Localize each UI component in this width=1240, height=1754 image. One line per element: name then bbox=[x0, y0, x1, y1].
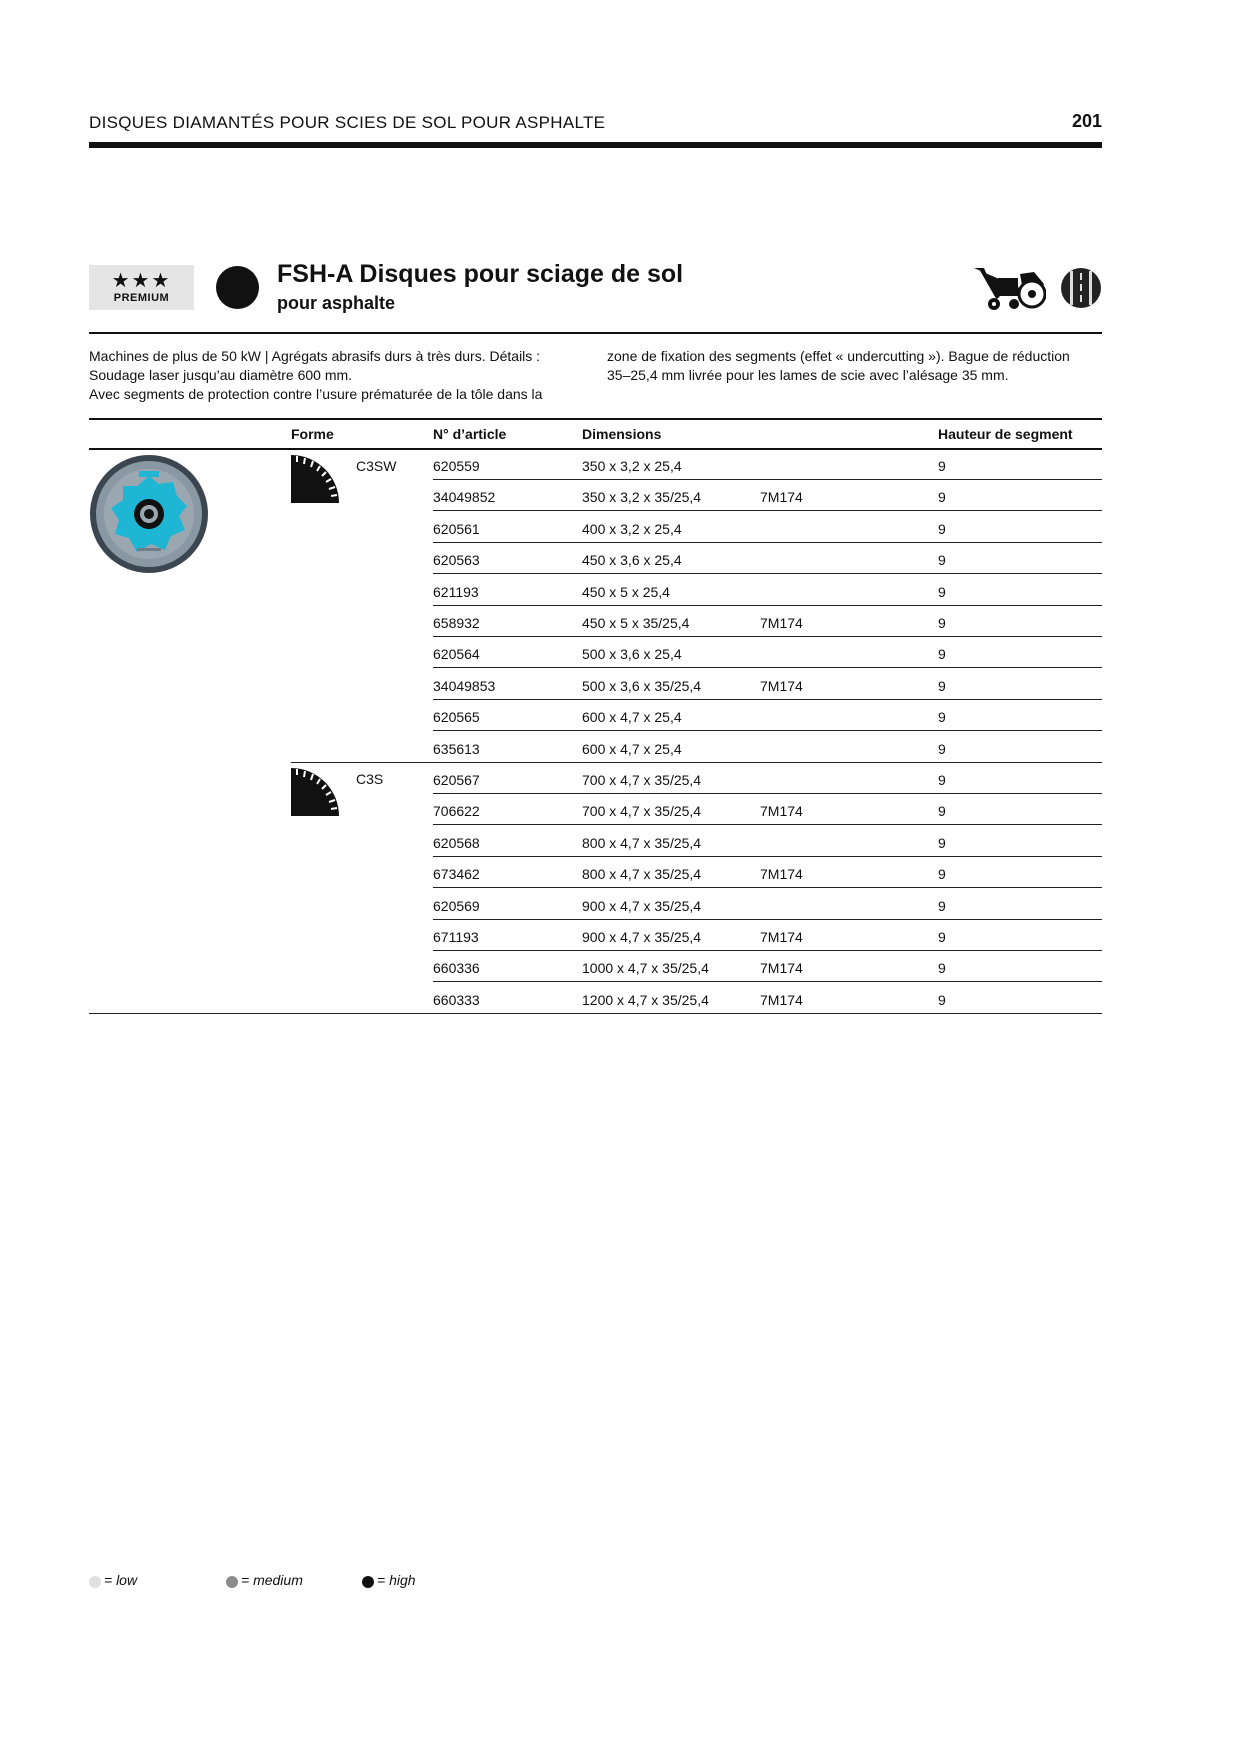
segment-height: 9 bbox=[938, 929, 946, 945]
article-number: 620563 bbox=[433, 552, 480, 568]
segment-shape-c3s-icon bbox=[291, 768, 339, 816]
segment-height: 9 bbox=[938, 835, 946, 851]
segment-height: 9 bbox=[938, 898, 946, 914]
article-number: 671193 bbox=[433, 929, 479, 945]
article-number: 660333 bbox=[433, 992, 480, 1008]
description-right bbox=[607, 347, 1102, 385]
row-divider bbox=[433, 667, 1102, 668]
article-number: 635613 bbox=[433, 741, 480, 757]
article-number: 706622 bbox=[433, 803, 480, 819]
row-divider bbox=[433, 605, 1102, 606]
row-divider bbox=[433, 919, 1102, 920]
forme-code: C3SW bbox=[356, 458, 397, 474]
article-number: 620567 bbox=[433, 772, 480, 788]
segment-height: 9 bbox=[938, 552, 946, 568]
product-subtitle: pour asphalte bbox=[277, 293, 396, 313]
row-divider bbox=[433, 542, 1102, 543]
asphalt-road-icon bbox=[1060, 267, 1102, 309]
premium-stars: ★★★ bbox=[111, 270, 172, 292]
article-number: 673462 bbox=[433, 866, 480, 882]
adapter-code: 7M174 bbox=[760, 489, 803, 505]
diamond-blade-image bbox=[89, 454, 209, 574]
segment-height: 9 bbox=[938, 458, 946, 474]
article-number: 34049853 bbox=[433, 678, 496, 694]
segment-height: 9 bbox=[938, 521, 946, 537]
adapter-code: 7M174 bbox=[760, 960, 803, 976]
article-number: 658932 bbox=[433, 615, 480, 631]
group-divider bbox=[291, 762, 433, 763]
row-divider bbox=[433, 856, 1102, 857]
dimensions: 1000 x 4,7 x 35/25,4 bbox=[582, 960, 709, 976]
legend-medium-label: = medium bbox=[241, 1572, 303, 1588]
header-divider bbox=[89, 142, 1102, 148]
segment-height: 9 bbox=[938, 803, 946, 819]
article-number: 620565 bbox=[433, 709, 480, 725]
segment-height: 9 bbox=[938, 992, 946, 1008]
description-line: Soudage laser jusqu’au diamètre 600 mm. bbox=[89, 367, 353, 383]
heading-divider bbox=[89, 332, 1102, 334]
segment-height: 9 bbox=[938, 741, 946, 757]
legend-low-dot-icon bbox=[89, 1576, 101, 1588]
dimensions: 350 x 3,2 x 25,4 bbox=[582, 458, 682, 474]
article-number: 620569 bbox=[433, 898, 480, 914]
column-header-forme: Forme bbox=[291, 426, 334, 442]
adapter-code: 7M174 bbox=[760, 929, 803, 945]
segment-height: 9 bbox=[938, 678, 946, 694]
page-number: 201 bbox=[1071, 111, 1102, 131]
table-bottom-rule bbox=[89, 1013, 1102, 1014]
row-divider bbox=[433, 981, 1102, 982]
segment-height: 9 bbox=[938, 866, 946, 882]
premium-badge bbox=[89, 265, 194, 310]
column-header-article: N° d’article bbox=[433, 426, 507, 442]
page-header-title: DISQUES DIAMANTÉS POUR SCIES DE SOL POUR ASPHALTE bbox=[89, 113, 606, 132]
segment-height: 9 bbox=[938, 709, 946, 725]
segment-height: 9 bbox=[938, 489, 946, 505]
row-divider bbox=[433, 573, 1102, 574]
row-divider bbox=[433, 824, 1102, 825]
adapter-code: 7M174 bbox=[760, 678, 803, 694]
dimensions: 450 x 5 x 25,4 bbox=[582, 584, 670, 600]
article-number: 34049852 bbox=[433, 489, 496, 505]
dimensions: 450 x 5 x 35/25,4 bbox=[582, 615, 690, 631]
column-header-dimensions: Dimensions bbox=[582, 426, 662, 442]
dimensions: 350 x 3,2 x 35/25,4 bbox=[582, 489, 702, 505]
legend-low-label: = low bbox=[104, 1572, 138, 1588]
dimensions: 900 x 4,7 x 35/25,4 bbox=[582, 929, 702, 945]
column-header-segment-height: Hauteur de segment bbox=[938, 426, 1073, 442]
article-number: 660336 bbox=[433, 960, 480, 976]
adapter-code: 7M174 bbox=[760, 615, 803, 631]
row-divider bbox=[433, 950, 1102, 951]
legend-medium-dot-icon bbox=[226, 1576, 238, 1588]
segment-height: 9 bbox=[938, 584, 946, 600]
forme-code: C3S bbox=[356, 771, 384, 787]
description-line: 35–25,4 mm livrée pour les lames de scie avec l’alésage 35 mm. bbox=[607, 367, 1009, 383]
article-number: 620564 bbox=[433, 646, 480, 662]
table-header-rule bbox=[89, 448, 1102, 450]
dimensions: 700 x 4,7 x 35/25,4 bbox=[582, 772, 702, 788]
row-divider bbox=[433, 887, 1102, 888]
row-divider bbox=[433, 510, 1102, 511]
rating-high-dot-icon bbox=[216, 266, 259, 309]
floor-saw-machine-icon bbox=[972, 262, 1046, 312]
dimensions: 600 x 4,7 x 25,4 bbox=[582, 709, 682, 725]
legend-high-label: = high bbox=[377, 1572, 416, 1588]
premium-label: PREMIUM bbox=[113, 292, 170, 304]
dimensions: 500 x 3,6 x 25,4 bbox=[582, 646, 682, 662]
dimensions: 900 x 4,7 x 35/25,4 bbox=[582, 898, 702, 914]
adapter-code: 7M174 bbox=[760, 992, 803, 1008]
segment-height: 9 bbox=[938, 646, 946, 662]
segment-height: 9 bbox=[938, 960, 946, 976]
description-line: zone de fixation des segments (effet « undercutting »). Bague de réduction bbox=[607, 348, 1070, 364]
segment-height: 9 bbox=[938, 772, 946, 788]
legend-high-dot-icon bbox=[362, 1576, 374, 1588]
table-top-rule bbox=[89, 418, 1102, 420]
dimensions: 400 x 3,2 x 25,4 bbox=[582, 521, 682, 537]
dimensions: 700 x 4,7 x 35/25,4 bbox=[582, 803, 702, 819]
article-number: 621193 bbox=[433, 584, 479, 600]
description-line: Avec segments de protection contre l’usure prématurée de la tôle dans la bbox=[89, 386, 543, 402]
row-divider bbox=[433, 699, 1102, 700]
dimensions: 600 x 4,7 x 25,4 bbox=[582, 741, 682, 757]
description-line: Machines de plus de 50 kW | Agrégats abrasifs durs à très durs. Détails : bbox=[89, 348, 541, 364]
segment-shape-c3sw-icon bbox=[291, 455, 339, 503]
row-divider bbox=[433, 636, 1102, 637]
dimensions: 450 x 3,6 x 25,4 bbox=[582, 552, 682, 568]
article-number: 620561 bbox=[433, 521, 480, 537]
adapter-code: 7M174 bbox=[760, 803, 803, 819]
segment-height: 9 bbox=[938, 615, 946, 631]
row-divider bbox=[433, 479, 1102, 480]
row-divider bbox=[433, 762, 1102, 763]
product-title: FSH-A Disques pour sciage de sol bbox=[277, 260, 684, 288]
adapter-code: 7M174 bbox=[760, 866, 803, 882]
description-left bbox=[89, 347, 589, 404]
row-divider bbox=[433, 793, 1102, 794]
dimensions: 800 x 4,7 x 35/25,4 bbox=[582, 866, 702, 882]
dimensions: 500 x 3,6 x 35/25,4 bbox=[582, 678, 702, 694]
row-divider bbox=[433, 730, 1102, 731]
article-number: 620559 bbox=[433, 458, 480, 474]
article-number: 620568 bbox=[433, 835, 480, 851]
dimensions: 1200 x 4,7 x 35/25,4 bbox=[582, 992, 709, 1008]
dimensions: 800 x 4,7 x 35/25,4 bbox=[582, 835, 702, 851]
